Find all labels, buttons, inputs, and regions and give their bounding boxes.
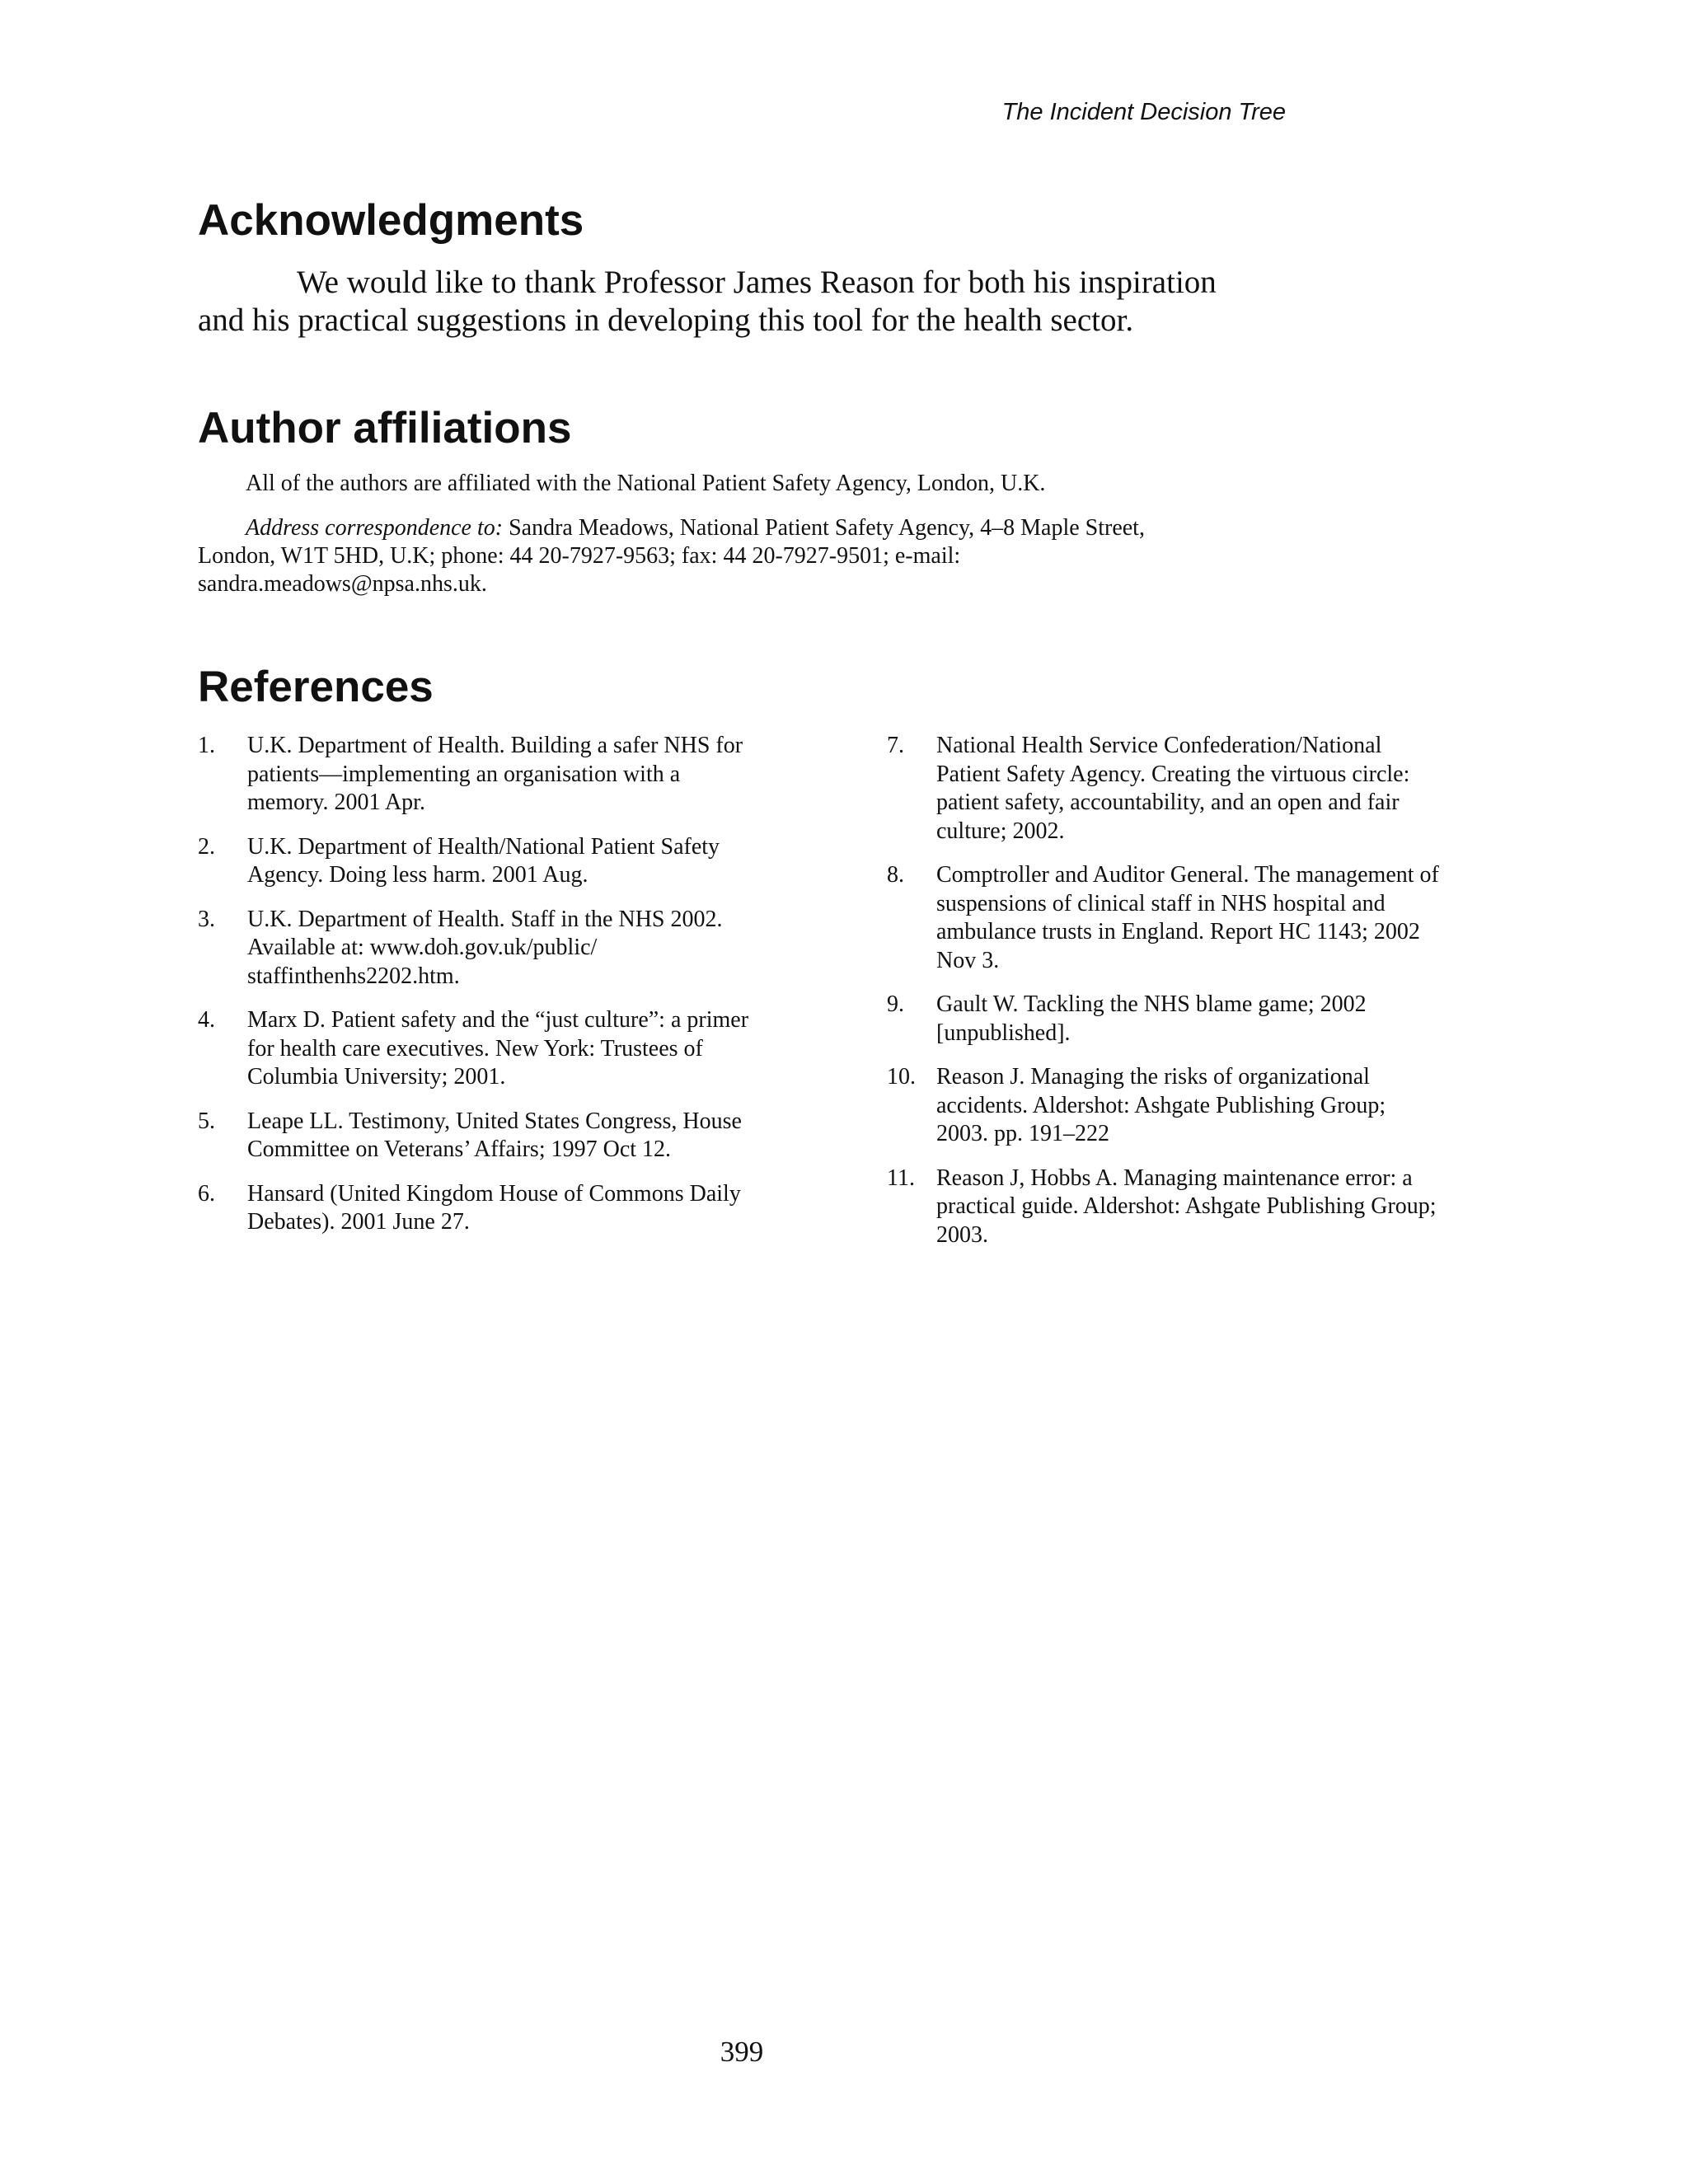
reference-item [198,1006,791,1092]
reference-line: Columbia University; 2001. [247,1064,506,1090]
reference-number: 9. [887,991,904,1017]
reference-line: practical guide. Aldershot: Ashgate Publishing Group; [936,1193,1437,1219]
reference-line: culture; 2002. [936,818,1065,844]
reference-line: [unpublished]. [936,1019,1071,1046]
reference-text [247,1108,791,1165]
reference-number: 3. [198,906,215,932]
reference-line: Hansard (United Kingdom House of Commons Daily [247,1180,741,1207]
reference-item [198,833,791,890]
correspondence-line: London, W1T 5HD, U.K; phone: 44 20-7927-9563; fax: 44 20-7927-9501; e-mail: [198,543,961,569]
reference-text [247,906,791,991]
reference-line: Available at: www.doh.gov.uk/public/ [247,935,598,960]
reference-line: 2003. [936,1221,988,1248]
reference-line: Comptroller and Auditor General. The management of [936,862,1439,888]
reference-text [936,732,1497,846]
reference-number: 5. [198,1108,215,1134]
references-heading: References [198,663,434,711]
page-number: 399 [720,2036,764,2068]
reference-number: 2. [198,833,215,860]
reference-number: 11. [887,1165,915,1191]
correspondence-email: sandra.meadows@npsa.nhs.uk. [198,571,487,597]
reference-line: patients—implementing an organisation with a [247,761,681,787]
reference-item [887,991,1497,1047]
reference-text [247,1180,791,1237]
reference-number: 4. [198,1007,215,1033]
reference-line: suspensions of clinical staff in NHS hospital and [936,890,1386,916]
reference-line: Marx D. Patient safety and the “just culture”: a primer [247,1007,749,1033]
reference-text [247,833,791,890]
reference-line: Reason J, Hobbs A. Managing maintenance error: a [936,1165,1413,1191]
reference-line: Nov 3. [936,947,1000,973]
reference-text [247,1006,791,1092]
reference-item [198,1180,791,1237]
reference-line: 2003. pp. 191–222 [936,1121,1109,1146]
reference-line: U.K. Department of Health/National Patient Safety [247,833,720,860]
reference-item [887,861,1497,975]
reference-item [887,1165,1497,1250]
reference-line: Patient Safety Agency. Creating the virtuous circle: [936,761,1410,787]
acknowledgments-line: We would like to thank Professor James Reason for both his inspiration [297,265,1217,300]
references-list-right [887,732,1497,1265]
reference-line: accidents. Aldershot: Ashgate Publishing Group; [936,1092,1386,1118]
reference-item [198,906,791,991]
reference-item [198,732,791,818]
correspondence-label: Address correspondence to: [246,515,504,541]
reference-number: 7. [887,733,904,758]
reference-line: Gault W. Tackling the NHS blame game; 2002 [936,991,1367,1017]
reference-line: U.K. Department of Health. Building a safer NHS for [247,733,743,758]
reference-line: staffinthenhs2202.htm. [247,963,460,989]
reference-line: memory. 2001 Apr. [247,790,425,815]
reference-item [887,732,1497,846]
acknowledgments-line: and his practical suggestions in developing this tool for the health sector. [198,302,1134,338]
acknowledgments-paragraph [198,264,1294,340]
reference-line: Agency. Doing less harm. 2001 Aug. [247,862,588,888]
reference-item [198,1108,791,1165]
correspondence-text: Sandra Meadows, National Patient Safety Agency, 4–8 Maple Street, [503,515,1145,541]
acknowledgments-heading: Acknowledgments [198,196,584,245]
reference-line: Committee on Veterans’ Affairs; 1997 Oct 12. [247,1137,672,1162]
reference-number: 6. [198,1180,215,1207]
correspondence-line [198,514,1269,542]
reference-line: Reason J. Managing the risks of organizational [936,1064,1370,1090]
correspondence-address [198,514,1269,598]
reference-text [247,732,791,818]
author-affiliations-heading: Author affiliations [198,404,572,452]
reference-line: ambulance trusts in England. Report HC 1143; 2002 [936,919,1420,944]
affiliation-statement: All of the authors are affiliated with the National Patient Safety Agency, London, U.K. [246,471,1046,496]
reference-line: for health care executives. New York: Trustees of [247,1035,703,1062]
reference-text [936,1165,1497,1250]
running-head: The Incident Decision Tree [1001,99,1286,125]
reference-text [936,861,1497,975]
reference-line: patient safety, accountability, and an open and fair [936,790,1400,815]
reference-text [936,1063,1497,1149]
reference-item [887,1063,1497,1149]
reference-text [936,991,1497,1047]
reference-line: Leape LL. Testimony, United States Congress, House [247,1108,742,1134]
reference-line: Debates). 2001 June 27. [247,1209,470,1235]
reference-line: U.K. Department of Health. Staff in the NHS 2002. [247,906,723,932]
references-list-left [198,732,791,1253]
reference-line: National Health Service Confederation/National [936,733,1382,758]
reference-number: 1. [198,733,215,758]
reference-number: 8. [887,862,904,888]
reference-number: 10. [887,1064,916,1090]
